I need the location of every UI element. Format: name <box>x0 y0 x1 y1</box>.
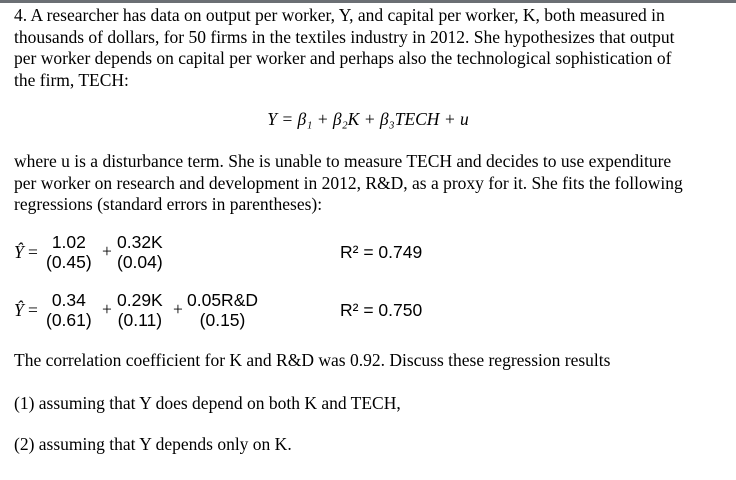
reg2-rd-se: (0.15) <box>199 310 246 330</box>
reg2-rd-coef: 0.05R&D <box>187 290 259 310</box>
yhat-symbol: Ŷ <box>14 242 24 262</box>
reg1-intercept-coef: 1.02 <box>51 232 86 252</box>
plus-sign: + <box>102 241 112 261</box>
reg1-k-coef: 0.32K <box>117 232 163 252</box>
reg2-k-term <box>117 290 163 330</box>
reg2-intercept <box>46 290 92 330</box>
intro-line-2: thousands of dollars, for 50 firms in the textiles industry in 2012. She hypothesizes that output <box>14 26 675 47</box>
reg1-intercept <box>46 232 92 272</box>
window-top-border <box>0 0 736 3</box>
reg2-r-squared: R² = 0.750 <box>340 300 423 320</box>
regression-1 <box>14 232 714 282</box>
intro-line-4: the firm, TECH: <box>14 69 129 90</box>
reg1-intercept-se: (0.45) <box>46 252 92 272</box>
question-intro <box>14 5 714 91</box>
reg1-k-se: (0.04) <box>117 252 163 272</box>
reg2-k-coef: 0.29K <box>117 290 163 310</box>
part-1: (1) assuming that Y does depend on both K and TECH, <box>14 393 401 413</box>
question-body <box>14 151 714 216</box>
equals-sign: = <box>28 300 38 320</box>
regression-2 <box>14 290 714 340</box>
reg2-intercept-coef: 0.34 <box>51 290 86 310</box>
reg1-r-squared: R² = 0.749 <box>340 242 423 262</box>
yhat-symbol: Ŷ <box>14 300 24 320</box>
body-line-2: per worker on research and development in 2012, R&D, as a proxy for it. She fits the following <box>14 172 683 193</box>
plus-sign: + <box>173 299 183 319</box>
part-2: (2) assuming that Y depends only on K. <box>14 434 292 454</box>
reg2-k-se: (0.11) <box>117 310 163 330</box>
intro-line-1: 4. A researcher has data on output per worker, Y, and capital per worker, K, both measured in <box>14 5 665 25</box>
model-equation: Y = β₁ + β₂K + β₃TECH + u <box>267 109 469 129</box>
body-line-1: where u is a disturbance term. She is unable to measure TECH and decides to use expenditure <box>14 151 672 171</box>
intro-line-3: per worker depends on capital per worker and perhaps also the technological sophistication of <box>14 48 672 68</box>
reg2-intercept-se: (0.61) <box>46 310 92 330</box>
reg2-rd-term <box>187 290 258 330</box>
plus-sign: + <box>102 299 112 319</box>
discussion-prompt: The correlation coefficient for K and R&D was 0.92. Discuss these regression results <box>14 350 611 370</box>
reg1-k-term <box>117 232 163 272</box>
equals-sign: = <box>28 242 38 262</box>
body-line-3: regressions (standard errors in parentheses): <box>14 194 323 214</box>
